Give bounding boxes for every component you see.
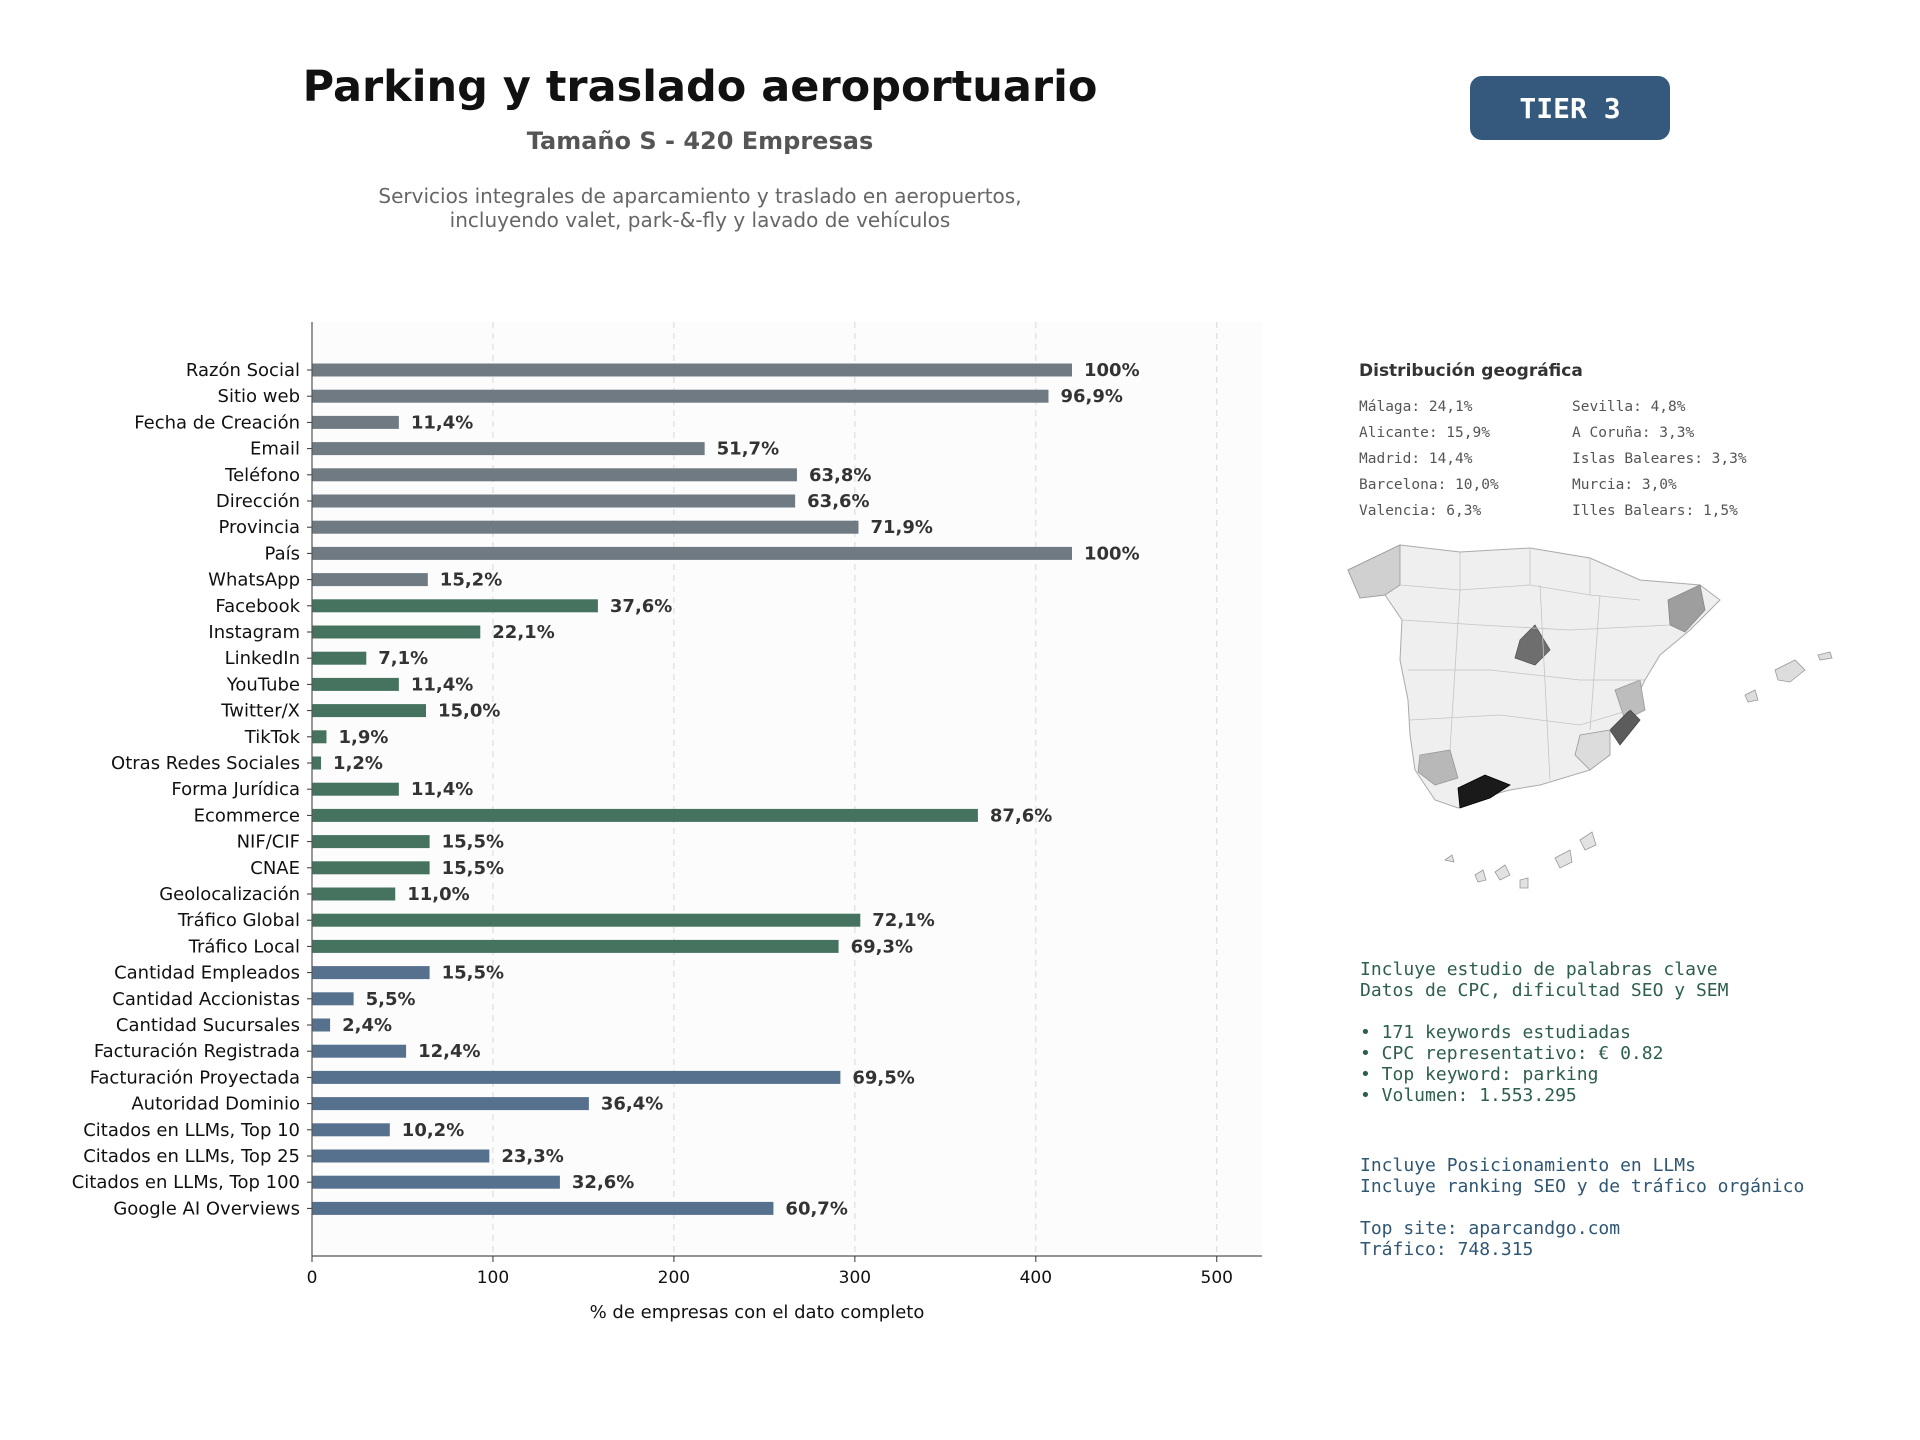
category-label: Citados en LLMs, Top 100: [71, 1172, 300, 1194]
geo-item: Barcelona: 10,0%: [1359, 477, 1499, 493]
bar: [312, 1123, 390, 1136]
page-title: Parking y traslado aeroportuario: [302, 62, 1098, 112]
geo-item: A Coruña: 3,3%: [1572, 425, 1695, 441]
data-label: 23,3%: [501, 1146, 564, 1167]
geo-item: Murcia: 3,0%: [1572, 477, 1677, 493]
category-label: Geolocalización: [159, 884, 300, 905]
data-label: 12,4%: [418, 1041, 481, 1063]
x-tick-label: 400: [1019, 1268, 1053, 1288]
bar: [312, 599, 598, 612]
data-label: 11,4%: [410, 674, 474, 696]
category-label: Sitio web: [217, 386, 300, 408]
map-galicia: [1348, 545, 1400, 598]
tier-badge: TIER 3: [1470, 76, 1670, 140]
bar: [312, 678, 399, 691]
bar: [312, 809, 978, 822]
data-label: 72,1%: [872, 910, 935, 932]
bar: [312, 704, 426, 717]
data-label: 96,9%: [1060, 386, 1123, 408]
category-label: Cantidad Accionistas: [112, 988, 300, 1010]
data-label: 69,5%: [852, 1067, 915, 1089]
bar: [312, 652, 366, 665]
category-label: Facturación Proyectada: [89, 1067, 300, 1089]
category-label: Facturación Registrada: [93, 1041, 300, 1063]
bar: [312, 914, 860, 927]
map-mallorca: [1775, 660, 1805, 682]
category-label: LinkedIn: [224, 648, 300, 670]
bar: [312, 547, 1072, 560]
map-mainland: [1348, 545, 1720, 808]
map-canarias: [1445, 832, 1596, 888]
bar: [312, 1150, 489, 1163]
bar: [312, 888, 395, 901]
category-label: Twitter/X: [221, 700, 300, 722]
category-label: Teléfono: [225, 464, 300, 486]
bar: [312, 783, 399, 796]
geo-item: Alicante: 15,9%: [1359, 425, 1490, 441]
data-label: 22,1%: [492, 622, 555, 643]
bar: [312, 835, 430, 848]
map-menorca: [1818, 652, 1832, 660]
page-subtitle: Tamaño S - 420 Empresas: [526, 127, 874, 155]
category-label: Cantidad Empleados: [114, 962, 300, 984]
data-label: 51,7%: [716, 438, 780, 460]
data-label: 69,3%: [850, 936, 914, 958]
x-axis-label: % de empresas con el dato completo: [589, 1302, 925, 1323]
geo-item: Málaga: 24,1%: [1359, 399, 1473, 415]
category-label: Provincia: [218, 517, 300, 539]
category-label: Otras Redes Sociales: [111, 753, 300, 774]
category-label: Dirección: [215, 491, 300, 512]
bar: [312, 442, 705, 455]
data-label: 15,5%: [441, 857, 505, 879]
category-label: Tráfico Global: [177, 910, 300, 932]
keywords-info: Incluye estudio de palabras clave Datos de CPC, dificultad SEO y SEM • 171 keywords estudiadas • CPC representativo: € 0.82 • Top keyword: parking • Volumen: 1.553.295: [1360, 959, 1729, 1106]
data-label: 1,2%: [333, 753, 383, 774]
spain-map: [1340, 540, 1860, 910]
x-tick-label: 300: [838, 1268, 872, 1288]
category-label: Tráfico Local: [188, 936, 300, 958]
data-label: 11,0%: [407, 884, 470, 905]
data-label: 11,4%: [410, 412, 474, 434]
data-label: 87,6%: [989, 805, 1053, 827]
data-label: 63,8%: [808, 464, 872, 486]
category-label: Google AI Overviews: [113, 1198, 300, 1220]
category-label: Cantidad Sucursales: [115, 1015, 300, 1036]
data-label: 36,4%: [600, 1093, 664, 1115]
data-label: 100%: [1084, 360, 1140, 381]
x-tick-label: 200: [657, 1268, 691, 1288]
category-label: TikTok: [244, 726, 300, 748]
data-label: 15,5%: [441, 962, 505, 984]
data-label: 32,6%: [571, 1172, 635, 1194]
bar: [312, 626, 480, 639]
geo-title: Distribución geográfica: [1359, 361, 1583, 381]
description-line-1: Servicios integrales de aparcamiento y traslado en aeropuertos,: [378, 184, 1022, 208]
bar: [312, 521, 858, 534]
data-label: 10,2%: [401, 1119, 465, 1141]
x-tick-label: 100: [476, 1268, 510, 1288]
bar: [312, 992, 354, 1005]
data-label: 11,4%: [410, 779, 474, 801]
data-label: 15,0%: [438, 700, 501, 722]
data-label: 5,5%: [365, 988, 416, 1010]
category-label: Autoridad Dominio: [131, 1093, 300, 1115]
bar: [312, 468, 797, 481]
category-label: CNAE: [250, 857, 300, 879]
category-label: Citados en LLMs, Top 25: [83, 1146, 300, 1167]
category-label: Citados en LLMs, Top 10: [83, 1119, 300, 1141]
bar: [312, 940, 839, 953]
bar: [312, 1097, 589, 1110]
bar: [312, 1202, 773, 1215]
map-ibiza: [1745, 690, 1758, 702]
geo-item: Illes Balears: 1,5%: [1572, 503, 1738, 519]
bar: [312, 1045, 406, 1058]
geo-item: Islas Baleares: 3,3%: [1572, 451, 1747, 467]
category-label: Email: [250, 438, 300, 460]
bar: [312, 495, 795, 508]
geo-item: Valencia: 6,3%: [1359, 503, 1482, 519]
geo-item: Madrid: 14,4%: [1359, 451, 1473, 467]
data-label: 2,4%: [342, 1015, 393, 1036]
description-line-2: incluyendo valet, park-&-fly y lavado de vehículos: [449, 208, 951, 232]
category-label: Facebook: [215, 595, 300, 617]
data-label: 37,6%: [609, 595, 673, 617]
category-label: Fecha de Creación: [134, 412, 300, 434]
bar: [312, 364, 1072, 377]
x-tick-label: 500: [1200, 1268, 1233, 1288]
data-label: 1,9%: [338, 726, 389, 748]
category-label: Ecommerce: [193, 805, 300, 827]
bar: [312, 390, 1048, 403]
data-label: 71,9%: [870, 517, 933, 539]
bar: [312, 1071, 840, 1084]
category-label: WhatsApp: [208, 569, 300, 591]
bar: [312, 416, 399, 429]
data-label: 100%: [1084, 543, 1140, 565]
bar: [312, 573, 428, 586]
category-label: YouTube: [226, 674, 300, 696]
bar: [312, 1019, 330, 1032]
bar: [312, 730, 326, 743]
data-label: 7,1%: [378, 648, 429, 670]
category-label: Forma Jurídica: [171, 779, 300, 801]
bar: [312, 757, 321, 770]
category-label: Instagram: [208, 622, 300, 643]
data-label: 15,2%: [439, 569, 503, 591]
data-label: 15,5%: [441, 831, 505, 853]
llm-info: Incluye Posicionamiento en LLMs Incluye ranking SEO y de tráfico orgánico Top site: aparcandgo.com Tráfico: 748.315: [1360, 1155, 1805, 1260]
data-label: 60,7%: [785, 1198, 848, 1220]
data-label: 63,6%: [807, 491, 870, 512]
bar: [312, 1176, 560, 1189]
x-tick-label: 0: [306, 1268, 318, 1288]
bar: [312, 966, 430, 979]
category-label: NIF/CIF: [236, 831, 300, 853]
category-label: País: [264, 543, 300, 565]
bar: [312, 861, 430, 874]
category-label: Razón Social: [185, 360, 300, 381]
geo-item: Sevilla: 4,8%: [1572, 399, 1686, 415]
